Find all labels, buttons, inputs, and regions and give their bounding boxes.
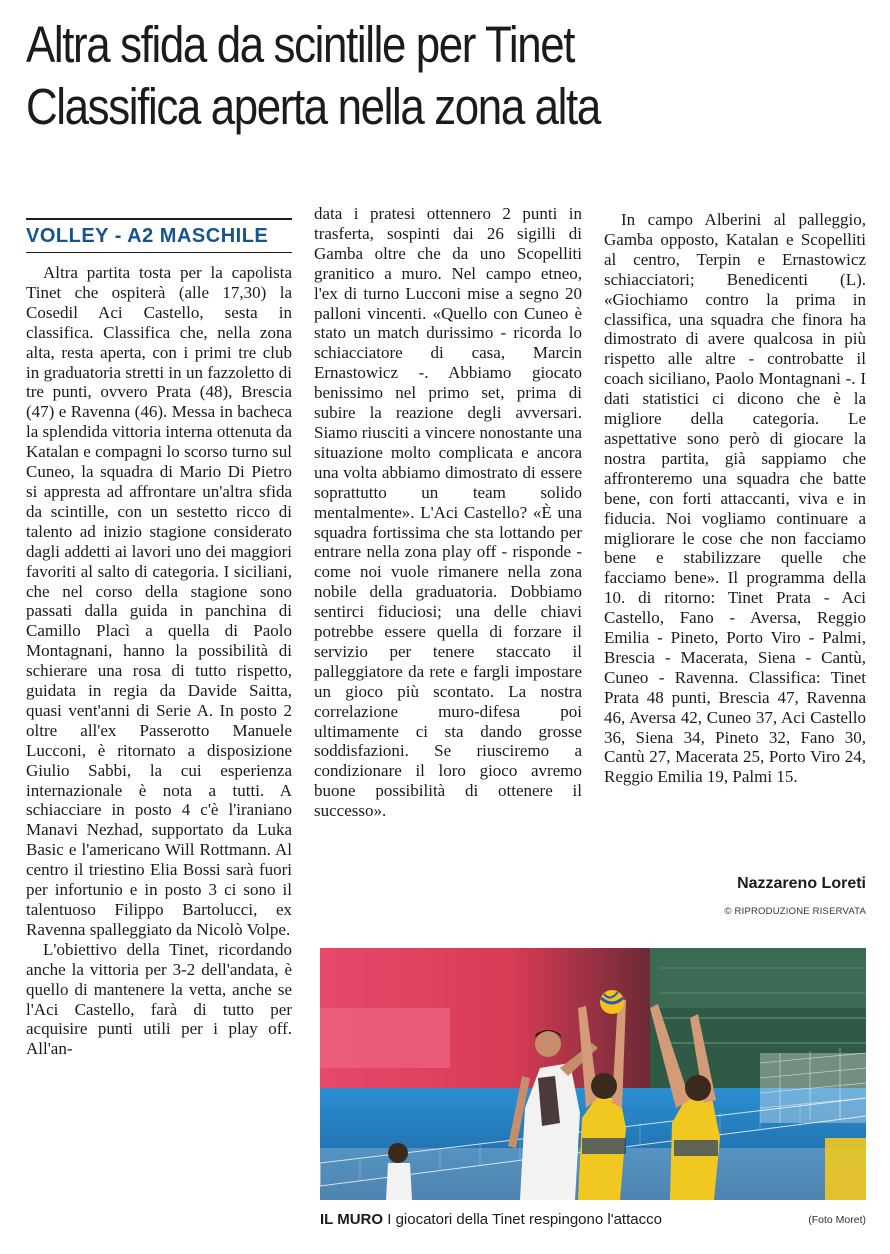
photo-credit: (Foto Moret) (808, 1214, 866, 1226)
headline-line-1: Altra sfida da scintille per Tinet (26, 16, 575, 73)
caption-lead: IL MURO (320, 1211, 384, 1228)
column-1 (26, 263, 292, 1233)
photo-illustration-icon (320, 948, 866, 1200)
column-2 (314, 204, 582, 924)
paragraph-2-continued: data i pratesi ottennero 2 punti in trasferta, sospinti dai 26 sigilli di Gamba oltre che da uno Scopelliti granitico a muro. Nel campo etneo, l'ex di turno Lucconi mise a segno 20 palloni vincenti. «Quello con Cuneo è stato un match durissimo - ricorda lo schiacciatore di casa, Marcin Ernastowicz -. Abbiamo giocato benissimo nel primo set, prima di subire la reazione degli avversari. Siamo riusciti a vincere nonostante una situazione molto complicata e ancora una volta abbiamo dimostrato di essere soprattutto un team solido mentalmente». L'Aci Castello? «È una squadra fortissima che sta lottando per entrare nella zona play off - risponde - come noi vuole rimanere nella zona nobile della graduatoria. Dobbiamo sentirci fiduciosi; una delle chiavi potrebbe essere quella di forzare il servizio per tenere staccato il palleggiatore da rete e fargli impostare un gioco più scontato. La nostra correlazione muro-difesa poi ultimamente ci sta dando grosse soddisfazioni. Se riusciremo a condizionare il loro gioco avremo buone possibilità di ottenere il successo». (314, 204, 582, 821)
copyright-notice: © RIPRODUZIONE RISERVATA (724, 906, 866, 917)
photo-caption (320, 1211, 866, 1228)
caption-text: I giocatori della Tinet respingono l'attacco (387, 1211, 662, 1228)
headline (26, 14, 757, 138)
headline-line-2: Classifica aperta nella zona alta (26, 78, 600, 135)
rubric-label: VOLLEY - A2 MASCHILE (26, 225, 269, 247)
column-3 (604, 210, 866, 870)
paragraph-1: Altra partita tosta per la capolista Tinet che ospiterà (alle 17,30) la Cosedil Aci Castello, sesta in classifica. Classifica che, nella zona alta, resta aperta, con i primi tre club in graduatoria stretti in un fazzoletto di tre punti, ovvero Prata (48), Brescia (47) e Ravenna (46). Messa in bacheca la splendida vittoria interna ottenuta da Katalan e compagni lo scorso turno sul Cuneo, la squadra di Mario Di Pietro si appresta ad affrontare un'altra sfida da scintille, con un sestetto ricco di talento ad inizio stagione considerato dagli addetti ai lavori uno dei maggiori favoriti al salto di categoria. I siciliani, che nel corso della stagione sono passati dalla guida in panchina di Camillo Placì a quella di Paolo Montagnani, hanno la possibilità di schierare una rosa di tutto rispetto, guidata in regia da Davide Saitta, quasi vent'anni di Serie A. In posto 2 oltre all'ex Passerotto Manuele Lucconi, è ritornato a disposizione Giulio Sabbi, la cui esperienza internazionale è nota a tutti. A schiacciare in posto 4 c'è l'iraniano Manavi Nezhad, supportato da Luka Basic e l'americano Will Rottmann. Al centro il triestino Elia Bossi sarà fuori per infortunio e in posto 3 ci sono il talentuoso Filippo Bartolucci, ex Ravenna spalleggiato da Nicolò Volpe. (26, 263, 292, 939)
paragraph-3: In campo Alberini al palleggio, Gamba opposto, Katalan e Scopelliti al centro, Terpin e Ernastowicz schiacciatori; Benedicenti (L). «Giochiamo contro la prima in classifica, una squadra che finora ha dimostrato di avere qualcosa in più rispetto alle altre - controbatte il coach siciliano, Paolo Montagnani -. I dati statistici ci dicono che è la migliore della categoria. Le aspettative sono però di giocare la nostra partita, già sappiamo che affronteremo una squadra che batte bene, con forti attaccanti, viva e in fiducia. Noi vogliamo continuare a migliorare le cose che non facciamo bene e stabilizzare quelle che facciamo bene». Il programma della 10. di ritorno: Tinet Prata - Aci Castello, Fano - Aversa, Reggio Emilia - Pineto, Porto Viro - Palmi, Brescia - Macerata, Siena - Cantù, Cuneo - Ravenna. Classifica: Tinet Prata 48 punti, Brescia 47, Ravenna 46, Aversa 42, Cuneo 37, Aci Castello 36, Siena 34, Pineto 32, Fano 30, Cantù 27, Macerata 25, Porto Viro 24, Reggio Emilia 19, Palmi 15. (604, 210, 866, 787)
author-signature: Nazzareno Loreti (737, 875, 866, 892)
paragraph-2-start: L'obiettivo della Tinet, ricordando anche la vittoria per 3-2 dell'andata, è quello di mantenere la vetta, anche se l'Aci Castello, farà di tutto per acquisire punti utili per i play off. All'an- (26, 939, 292, 1059)
section-rubric (26, 218, 292, 253)
volleyball-photo (320, 948, 866, 1200)
